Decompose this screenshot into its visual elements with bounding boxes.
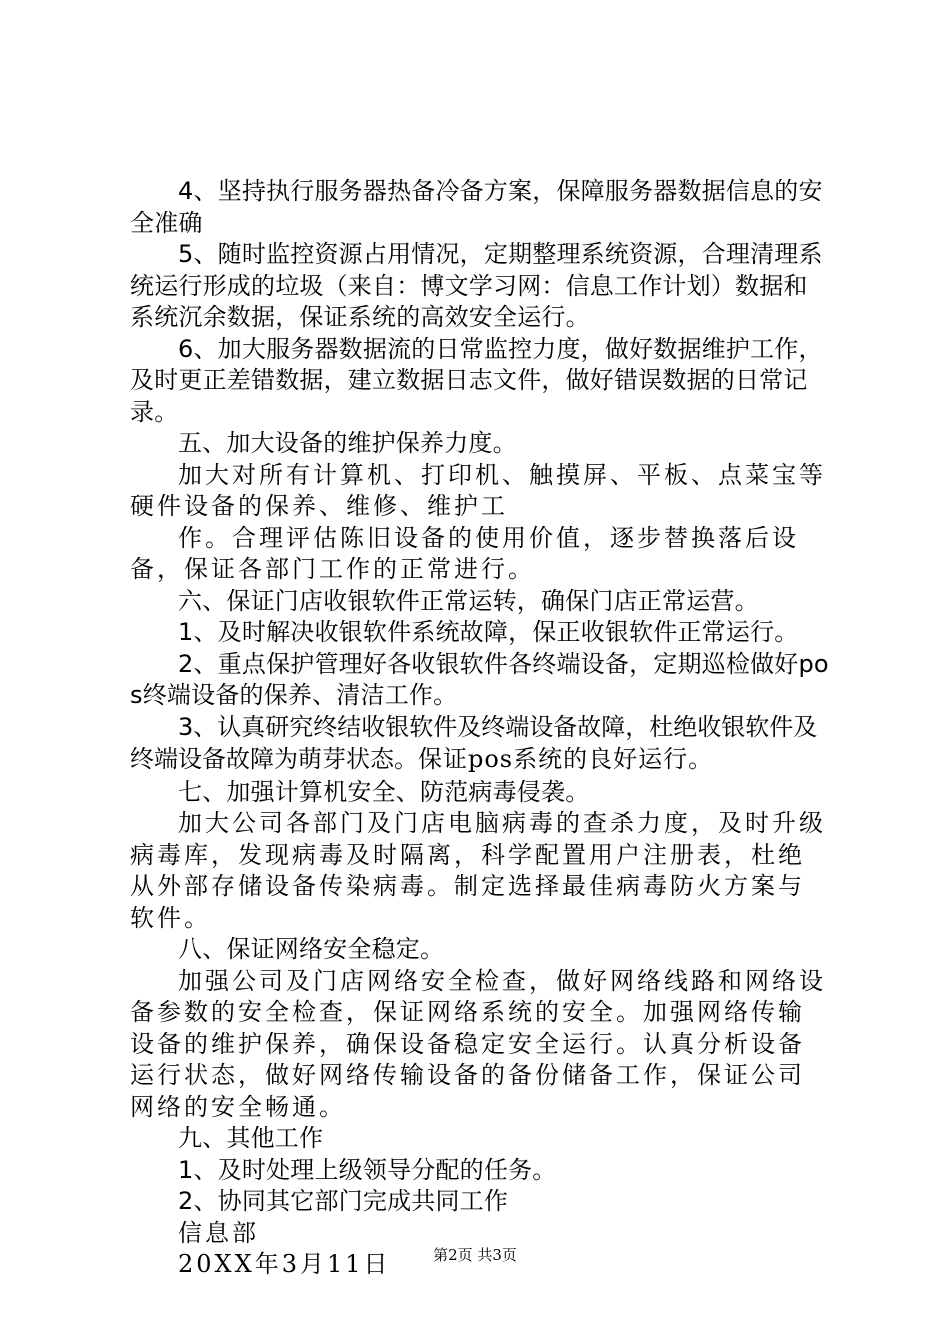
document-body <box>130 176 830 1281</box>
paragraph-network-security: 加强公司及门店网络安全检查，做好网络线路和网络设备参数的安全检查，保证网络系统的安全。加强网络传输设备的维护保养，确保设备稳定安全运行。认真分析设备运行状态，做好网络传输设备的备份储备工作，保证公司网络的安全畅通。 <box>130 966 826 1121</box>
paragraph-item-4: 4、坚持执行服务器热备冷备方案，保障服务器数据信息的安全准确 <box>130 177 823 237</box>
paragraph-other-2: 2、协同其它部门完成共同工作 <box>178 1187 509 1215</box>
paragraph-item-5: 5、随时监控资源占用情况，定期整理系统资源，合理清理系统运行形成的垃圾（来自：博文学习网：信息工作计划）数据和系统沉余数据，保证系统的高效安全运行。 <box>130 240 823 331</box>
section-heading-6: 六、保证门店收银软件正常运转，确保门店正常运营。 <box>178 586 759 615</box>
signature-date: 20XX年3月11日 <box>178 1250 391 1278</box>
paragraph-cashier-3-part-b: 保证pos系统的良好运行。 <box>418 745 714 773</box>
paragraph-device-evaluation: 作。合理评估陈旧设备的使用价值，逐步替换落后设备，保证各部门工作的正常进行。 <box>130 523 799 583</box>
paragraph-other-1: 1、及时处理上级领导分配的任务。 <box>178 1155 557 1184</box>
page-footer: 第2页 共3页 <box>433 1246 517 1264</box>
paragraph-item-6: 6、加大服务器数据流的日常监控力度，做好数据维护工作，及时更正差错数据，建立数据日志文件，做好错误数据的日常记录。 <box>130 334 823 426</box>
section-heading-5: 五、加大设备的维护保养力度。 <box>178 429 517 457</box>
section-heading-9: 九、其他工作 <box>178 1124 324 1152</box>
paragraph-device-maintenance: 加大对所有计算机、打印机、触摸屏、平板、点菜宝等硬件设备的保养、维修、维护工 <box>130 460 826 520</box>
paragraph-cashier-3 <box>130 712 830 777</box>
paragraph-virus-protection: 加大公司各部门及门店电脑病毒的查杀力度，及时升级病毒库，发现病毒及时隔离，科学配置用户注册表，杜绝从外部存储设备传染病毒。制定选择最佳病毒防火方案与软件。 <box>130 809 826 932</box>
signature-department: 信息部 <box>178 1218 259 1247</box>
paragraph-cashier-3-part-a: 3、认真研究终结收银软件及终端设备故障，杜绝收银软件及终端设备故障为萌芽状态。 <box>130 712 818 773</box>
paragraph-cashier-1: 1、及时解决收银软件系统故障，保正收银软件正常运行。 <box>178 618 799 646</box>
paragraph-cashier-2: 2、重点保护管理好各收银软件各终端设备，定期巡检做好pos终端设备的保养、清洁工作。 <box>130 649 829 709</box>
section-heading-7: 七、加强计算机安全、防范病毒侵袭。 <box>178 777 590 806</box>
section-heading-8: 八、保证网络安全稳定。 <box>178 935 445 963</box>
